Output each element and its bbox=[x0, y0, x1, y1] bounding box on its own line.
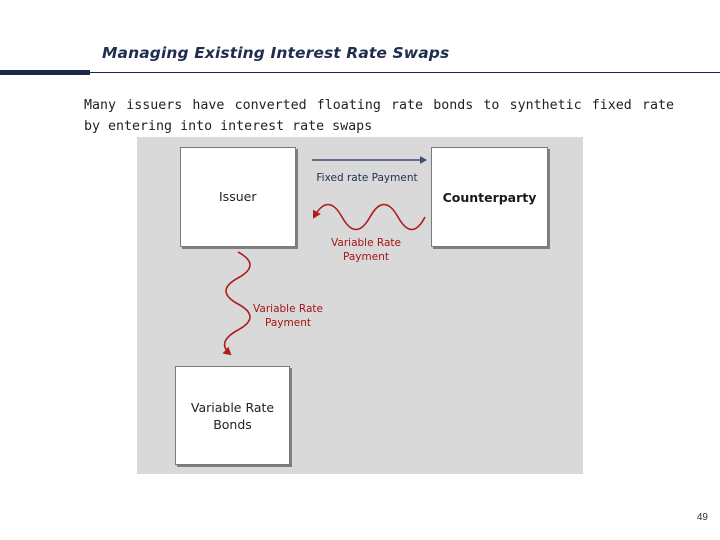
variable-payment-label-1: Variable Rate Payment bbox=[331, 237, 401, 263]
bonds-label: Variable Rate Bonds bbox=[190, 399, 275, 432]
variable-payment-arrow-horizontal bbox=[314, 205, 425, 230]
fixed-payment-label: Fixed rate Payment bbox=[316, 172, 418, 184]
intro-text: Many issuers have converted floating rate bonds to synthetic fixed rate by entering into interest rate swaps bbox=[84, 98, 674, 134]
variable-payment-label-2: Variable Rate Payment bbox=[253, 303, 323, 329]
issuer-label: Issuer bbox=[219, 189, 257, 204]
counterparty-label: Counterparty bbox=[442, 189, 537, 205]
slide-title: Managing Existing Interest Rate Swaps bbox=[102, 44, 450, 62]
page-number: 49 bbox=[696, 512, 708, 523]
